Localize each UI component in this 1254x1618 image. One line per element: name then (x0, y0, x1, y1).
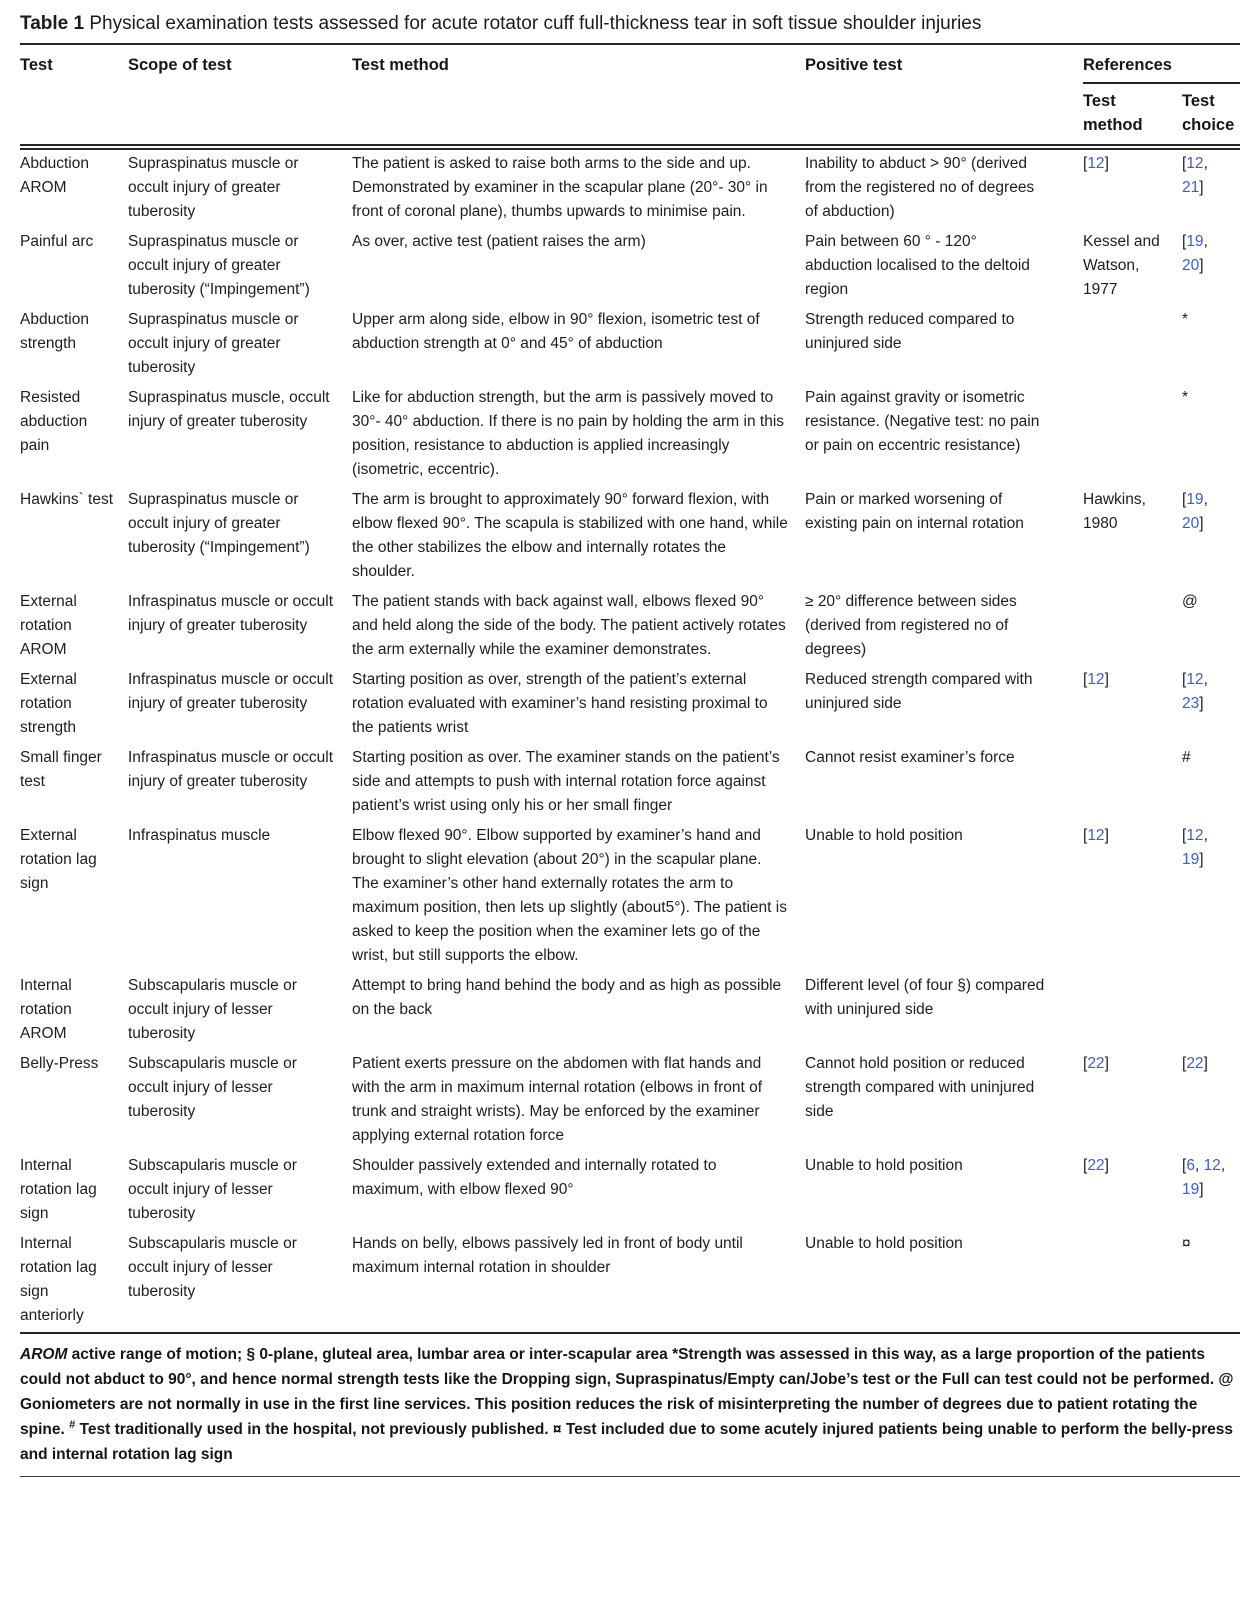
reference-bracket: [ (1083, 1157, 1088, 1174)
cell-test: Small finger test (20, 749, 102, 790)
reference-symbol: ¤ (1182, 1235, 1191, 1252)
cell-test: Internal rotation lag sign anteriorly (20, 1235, 97, 1324)
reference-separator: , (1203, 155, 1208, 172)
table-header (20, 45, 1240, 147)
cell-method: Hands on belly, elbows passively led in front of body until maximum internal rotation in shoulder (352, 1235, 743, 1276)
reference-link[interactable]: 12 (1087, 827, 1105, 844)
cell-scope: Supraspinatus muscle, occult injury of greater tuberosity (128, 389, 330, 430)
cell-positive: Unable to hold position (805, 1157, 963, 1174)
reference-separator: , (1203, 233, 1208, 250)
col-header-ref-method: Test method (1083, 83, 1182, 147)
reference-link[interactable]: 22 (1087, 1055, 1105, 1072)
table-body (20, 147, 1240, 1332)
reference-link[interactable]: 19 (1182, 851, 1200, 868)
reference-symbol: * (1182, 311, 1189, 328)
reference-bracket: ] (1104, 1055, 1109, 1072)
cell-ref-choice (1182, 1152, 1240, 1230)
cell-positive: Unable to hold position (805, 827, 963, 844)
table-row (20, 228, 1240, 306)
reference-link[interactable]: 23 (1182, 695, 1200, 712)
cell-ref-choice (1182, 1230, 1240, 1332)
cell-positive: Cannot hold position or reduced strength compared with uninjured side (805, 1055, 1035, 1120)
col-header-test: Test (20, 45, 128, 147)
reference-bracket: ] (1199, 179, 1204, 196)
cell-scope: Subscapularis muscle or occult injury of lesser tuberosity (128, 977, 297, 1042)
cell-ref-method (1083, 1152, 1182, 1230)
footnote-segment: # (69, 1418, 76, 1431)
reference-bracket: [ (1182, 827, 1187, 844)
cell-ref-choice (1182, 486, 1240, 588)
col-header-ref-choice: Test choice (1182, 83, 1240, 147)
cell-scope: Infraspinatus muscle or occult injury of greater tuberosity (128, 593, 334, 634)
table-row (20, 1050, 1240, 1152)
cell-method: Like for abduction strength, but the arm is passively moved to 30°- 40° abduction. If there is no pain by holding the arm in this position, resistance to abduction is applied increasingly (isometric, eccentric). (352, 389, 785, 478)
cell-scope: Infraspinatus muscle or occult injury of greater tuberosity (128, 671, 334, 712)
cell-test: Abduction AROM (20, 155, 89, 196)
reference-bracket: [ (1182, 1055, 1187, 1072)
cell-ref-choice (1182, 228, 1240, 306)
reference-link[interactable]: 12 (1087, 155, 1105, 172)
cell-method: Starting position as over. The examiner stands on the patient’s side and attempts to push with internal rotation force against patient’s wrist using only his or her small finger (352, 749, 780, 814)
cell-ref-choice (1182, 384, 1240, 486)
cell-ref-choice (1182, 972, 1240, 1050)
cell-scope: Infraspinatus muscle or occult injury of greater tuberosity (128, 749, 334, 790)
cell-positive: Unable to hold position (805, 1235, 963, 1252)
table-row (20, 1230, 1240, 1332)
reference-text: Kessel and Watson, 1977 (1083, 233, 1160, 298)
cell-ref-method (1083, 147, 1182, 228)
cell-positive: Cannot resist examiner’s force (805, 749, 1015, 766)
col-header-positive: Positive test (805, 45, 1083, 147)
cell-test: Internal rotation lag sign (20, 1157, 97, 1222)
reference-bracket: ] (1199, 1181, 1204, 1198)
reference-bracket: ] (1199, 257, 1204, 274)
cell-scope: Supraspinatus muscle or occult injury of greater tuberosity (“Impingement”) (128, 233, 310, 298)
cell-scope: Supraspinatus muscle or occult injury of greater tuberosity (128, 155, 299, 220)
reference-bracket: [ (1083, 155, 1088, 172)
cell-method: Upper arm along side, elbow in 90° flexion, isometric test of abduction strength at 0° and 45° of abduction (352, 311, 760, 352)
cell-ref-choice (1182, 588, 1240, 666)
reference-bracket: [ (1083, 671, 1088, 688)
cell-positive: Different level (of four §) compared with uninjured side (805, 977, 1045, 1018)
cell-positive: Pain or marked worsening of existing pain on internal rotation (805, 491, 1024, 532)
reference-link[interactable]: 12 (1186, 671, 1204, 688)
reference-link[interactable]: 21 (1182, 179, 1200, 196)
reference-link[interactable]: 22 (1087, 1157, 1105, 1174)
reference-link[interactable]: 20 (1182, 515, 1200, 532)
table-row (20, 1152, 1240, 1230)
reference-text: Hawkins, 1980 (1083, 491, 1146, 532)
cell-ref-choice (1182, 822, 1240, 972)
cell-test: Resisted abduction pain (20, 389, 88, 454)
cell-ref-method (1083, 588, 1182, 666)
reference-link[interactable]: 12 (1186, 827, 1204, 844)
cell-ref-choice (1182, 147, 1240, 228)
table-row (20, 666, 1240, 744)
cell-test: Abduction strength (20, 311, 89, 352)
col-header-method: Test method (352, 45, 805, 147)
table-row (20, 744, 1240, 822)
cell-test: External rotation AROM (20, 593, 77, 658)
table-row (20, 306, 1240, 384)
reference-link[interactable]: 12 (1087, 671, 1105, 688)
reference-bracket: [ (1182, 671, 1187, 688)
cell-scope: Subscapularis muscle or occult injury of lesser tuberosity (128, 1235, 297, 1300)
cell-ref-method (1083, 972, 1182, 1050)
reference-bracket: ] (1104, 155, 1109, 172)
cell-ref-method (1083, 1050, 1182, 1152)
table-row (20, 486, 1240, 588)
cell-positive: Reduced strength compared with uninjured side (805, 671, 1033, 712)
cell-scope: Subscapularis muscle or occult injury of lesser tuberosity (128, 1157, 297, 1222)
table-row (20, 822, 1240, 972)
footnote-segment: Test traditionally used in the hospital, not previously published. ¤ Test included due to some acutely injured patients being unable to perform the belly-press and internal rotation lag sign (20, 1421, 1234, 1463)
reference-link[interactable]: 22 (1186, 1055, 1204, 1072)
page-bottom-rule (20, 1476, 1240, 1477)
reference-link[interactable]: 20 (1182, 257, 1200, 274)
cell-ref-choice (1182, 1050, 1240, 1152)
cell-method: The patient stands with back against wall, elbows flexed 90° and held along the side of the body. The patient actively rotates the arm externally while the examiner demonstrates. (352, 593, 786, 658)
reference-link[interactable]: 19 (1182, 1181, 1200, 1198)
cell-positive: Pain against gravity or isometric resistance. (Negative test: no pain or pain on eccentric resistance) (805, 389, 1040, 454)
cell-method: Patient exerts pressure on the abdomen with flat hands and with the arm in maximum internal rotation (elbows in front of trunk and straight wrists). May be enforced by the examiner applying external rotation force (352, 1055, 763, 1144)
cell-positive: ≥ 20° difference between sides (derived from registered no of degrees) (805, 593, 1017, 658)
reference-link[interactable]: 12 (1186, 155, 1204, 172)
cell-test: Belly-Press (20, 1055, 99, 1072)
cell-ref-method (1083, 666, 1182, 744)
table-row (20, 147, 1240, 228)
cell-method: The patient is asked to raise both arms to the side and up. Demonstrated by examiner in the scapular plane (20°- 30° in front of coronal plane), thumbs upwards to minimise pain. (352, 155, 768, 220)
reference-link[interactable]: 19 (1186, 233, 1204, 250)
reference-bracket: [ (1182, 491, 1187, 508)
cell-test: External rotation lag sign (20, 827, 97, 892)
cell-method: Starting position as over, strength of the patient’s external rotation evaluated with examiner’s hand resisting proximal to the patients wrist (352, 671, 768, 736)
cell-scope: Supraspinatus muscle or occult injury of greater tuberosity (128, 311, 299, 376)
tests-table (20, 45, 1240, 1332)
table-footnote (20, 1334, 1240, 1476)
cell-ref-method (1083, 744, 1182, 822)
table-row (20, 588, 1240, 666)
reference-bracket: ] (1104, 671, 1109, 688)
cell-ref-choice (1182, 744, 1240, 822)
cell-positive: Inability to abduct > 90° (derived from the registered no of degrees of abduction) (805, 155, 1035, 220)
reference-bracket: ] (1203, 1055, 1208, 1072)
cell-test: Hawkins` test (20, 491, 114, 508)
table-title (20, 12, 1240, 43)
cell-ref-method (1083, 486, 1182, 588)
cell-ref-method (1083, 306, 1182, 384)
cell-ref-choice (1182, 306, 1240, 384)
cell-test: External rotation strength (20, 671, 77, 736)
reference-bracket: ] (1104, 1157, 1109, 1174)
cell-method: Elbow flexed 90°. Elbow supported by examiner’s hand and brought to slight elevation (about 20°) in the scapular plane. The examiner’s other hand externally rotates the arm to maximum position, then lets up slightly (about5°). The patient is asked to keep the position when the examiner lets go of the wrist, but still supports the elbow. (352, 827, 787, 964)
table-row (20, 384, 1240, 486)
cell-method: As over, active test (patient raises the arm) (352, 233, 646, 250)
reference-bracket: ] (1199, 695, 1204, 712)
cell-scope: Infraspinatus muscle (128, 827, 271, 844)
reference-bracket: [ (1083, 827, 1088, 844)
reference-symbol: # (1182, 749, 1191, 766)
reference-separator: , (1194, 1157, 1204, 1174)
cell-ref-method (1083, 228, 1182, 306)
footnote-segment: active range of motion; § 0-plane, gluteal area, lumbar area or inter-scapular area *Strength was assessed in this way, as a large proportion of the patients could not abduct to 90°, and hence normal strength tests like the Dropping sign, Supraspinatus/Empty can/Jobe’s test or the Full can test could not be performed. @ Goniometers are not normally in use in the first line services. This position reduces the risk of misinterpreting the number of degrees due to patient rotating the spine. (20, 1346, 1234, 1438)
reference-separator: , (1203, 671, 1208, 688)
cell-ref-method (1083, 1230, 1182, 1332)
cell-positive: Strength reduced compared to uninjured side (805, 311, 1015, 352)
reference-symbol: @ (1182, 593, 1198, 610)
table-row (20, 972, 1240, 1050)
reference-bracket: [ (1083, 1055, 1088, 1072)
header-row-main (20, 45, 1240, 83)
table-title-label: Table 1 (20, 13, 85, 34)
reference-separator: , (1203, 827, 1208, 844)
reference-link[interactable]: 19 (1186, 491, 1204, 508)
cell-method: Attempt to bring hand behind the body and as high as possible on the back (352, 977, 782, 1018)
cell-positive: Pain between 60 ° - 120° abduction localised to the deltoid region (805, 233, 1030, 298)
reference-link[interactable]: 6 (1186, 1157, 1195, 1174)
reference-separator: , (1220, 1157, 1226, 1174)
reference-link[interactable]: 12 (1203, 1157, 1221, 1174)
reference-bracket: ] (1199, 515, 1204, 532)
cell-method: Shoulder passively extended and internally rotated to maximum, with elbow flexed 90° (352, 1157, 717, 1198)
reference-separator: , (1203, 491, 1208, 508)
cell-ref-method (1083, 822, 1182, 972)
cell-ref-choice (1182, 666, 1240, 744)
footnote-segment: AROM (20, 1346, 68, 1363)
table-title-text: Physical examination tests assessed for acute rotator cuff full-thickness tear in soft tissue shoulder injuries (89, 13, 982, 34)
cell-method: The arm is brought to approximately 90° forward flexion, with elbow flexed 90°. The scapula is stabilized with one hand, while the other stabilizes the elbow and internally rotates the shoulder. (352, 491, 788, 580)
cell-scope: Supraspinatus muscle or occult injury of greater tuberosity (“Impingement”) (128, 491, 310, 556)
cell-ref-method (1083, 384, 1182, 486)
reference-bracket: [ (1182, 233, 1187, 250)
cell-scope: Subscapularis muscle or occult injury of lesser tuberosity (128, 1055, 297, 1120)
col-header-scope: Scope of test (128, 45, 352, 147)
reference-symbol: * (1182, 389, 1189, 406)
reference-bracket: ] (1104, 827, 1109, 844)
cell-test: Internal rotation AROM (20, 977, 72, 1042)
reference-bracket: [ (1182, 155, 1187, 172)
col-header-references: References (1083, 45, 1240, 83)
reference-bracket: ] (1199, 851, 1204, 868)
cell-test: Painful arc (20, 233, 94, 250)
reference-bracket: [ (1182, 1157, 1187, 1174)
